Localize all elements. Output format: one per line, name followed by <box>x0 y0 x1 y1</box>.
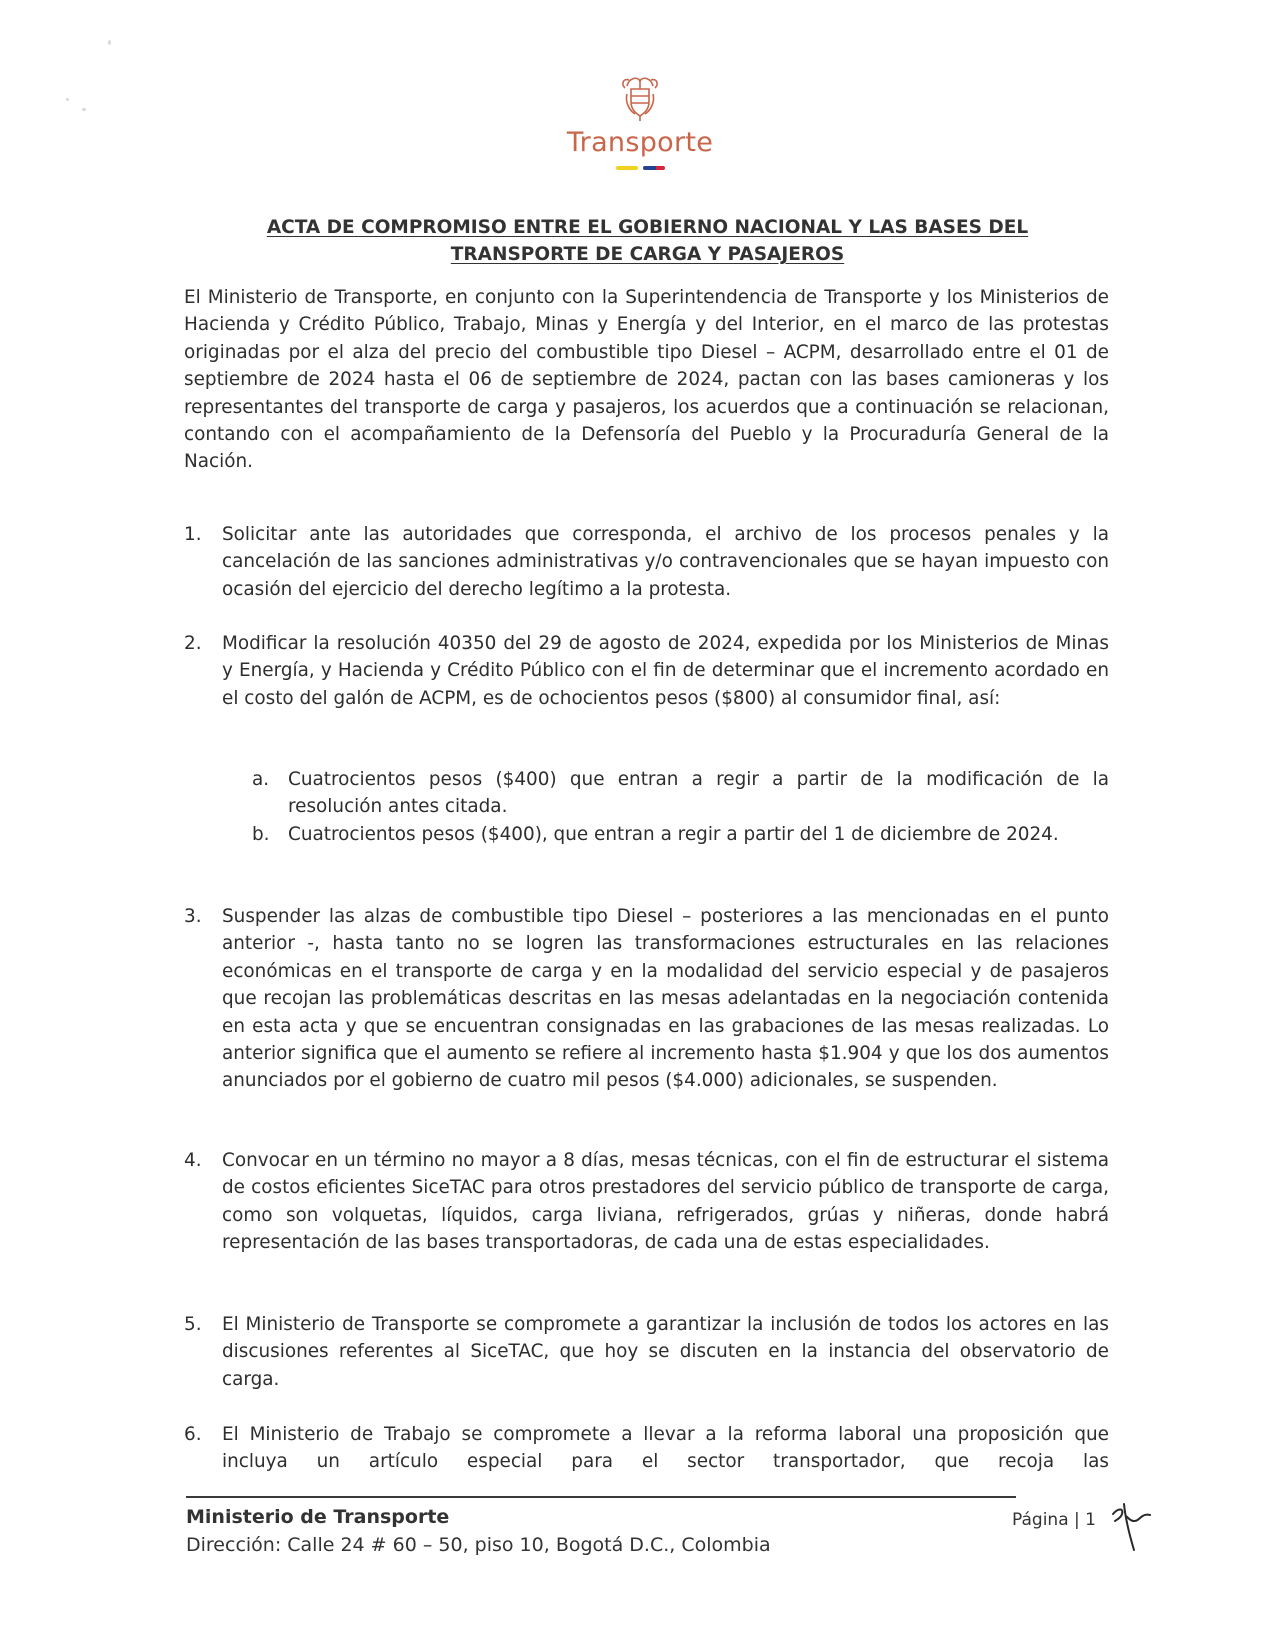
item-text: Suspender las alzas de combustible tipo Diesel – posteriores a las mencionadas en el punto anterior -, hasta tanto no se logren las transformaciones estructurales en las relaciones económicas en el transporte de carga y en la modalidad del servicio especial y de pasajeros que recojan las problemáticas descritas en las mesas adelantadas en la negociación contenida en esta acta y que se encuentran consignadas en las grabaciones de las mesas realizadas. Lo anterior significa que el aumento se refiere al incremento hasta $1.904 y que los dos aumentos anunciados por el gobierno de cuatro mil pesos ($4.000) adicionales, se suspenden. <box>222 906 1109 1092</box>
flag-blue-red-bar <box>643 166 665 170</box>
agreement-item-1 <box>184 521 1109 603</box>
document-title <box>186 214 1109 268</box>
item-number: 5. <box>184 1314 202 1335</box>
agreement-item-2 <box>184 630 1109 712</box>
subitem-text: Cuatrocientos pesos ($400), que entran a regir a partir del 1 de diciembre de 2024. <box>288 824 1059 845</box>
item-text: Convocar en un término no mayor a 8 días, mesas técnicas, con el fin de estructurar el sistema de costos eficientes SiceTAC para otros prestadores del servicio público de transporte de carga, como son volquetas, líquidos, carga liviana, refrigerados, grúas y niñeras, donde habrá representación de las bases transportadoras, de cada una de estas especialidades. <box>222 1150 1109 1254</box>
page-number: Página | 1 <box>1012 1510 1096 1530</box>
scan-artifact <box>108 40 111 45</box>
subitem-letter: b. <box>252 824 270 845</box>
flag-bars <box>560 166 720 170</box>
flag-yellow-bar <box>616 166 638 170</box>
item-number: 1. <box>184 524 202 545</box>
item-text: El Ministerio de Transporte se compromete a garantizar la inclusión de todos los actores en las discusiones referentes al SiceTAC, que hoy se discuten en la instancia del observatorio de carga. <box>222 1314 1109 1390</box>
item-number: 2. <box>184 633 202 654</box>
subitem-letter: a. <box>252 769 270 790</box>
item-text: Solicitar ante las autoridades que corresponda, el archivo de los procesos penales y la cancelación de las sanciones administrativas y/o contravencionales que se hayan impuesto con ocasión del ejercicio del derecho legítimo a la protesta. <box>222 524 1109 600</box>
coat-of-arms-icon <box>615 72 665 122</box>
intro-paragraph: El Ministerio de Transporte, en conjunto con la Superintendencia de Transporte y los Ministerios de Hacienda y Crédito Público, Trabajo, Minas y Energía y del Interior, en el marco de las protestas originadas por el alza del precio del combustible tipo Diesel – ACPM, desarrollado entre el 01 de septiembre de 2024 hasta el 06 de septiembre de 2024, pactan con las bases camioneras y los representantes del transporte de carga y pasajeros, los acuerdos que a continuación se relacionan, contando con el acompañamiento de la Defensoría del Pueblo y la Procuraduría General de la Nación. <box>184 287 1109 473</box>
agreement-item-6 <box>184 1421 1109 1476</box>
item-text: Modificar la resolución 40350 del 29 de agosto de 2024, expedida por los Ministerios de Minas y Energía, y Hacienda y Crédito Público con el fin de determinar que el incremento acordado en el costo del galón de ACPM, es de ochocientos pesos ($800) al consumidor final, así: <box>222 633 1109 709</box>
footer-address: Dirección: Calle 24 # 60 – 50, piso 10, Bogotá D.C., Colombia <box>186 1534 771 1556</box>
title-line-2: TRANSPORTE DE CARGA Y PASAJEROS <box>450 244 845 265</box>
item-text: El Ministerio de Trabajo se compromete a llevar a la reforma laboral una proposición que incluya un artículo especial para el sector transportador, que recoja las <box>222 1424 1109 1473</box>
item-number: 3. <box>184 906 202 927</box>
subitem-text: Cuatrocientos pesos ($400) que entran a regir a partir de la modificación de la resolución antes citada. <box>288 769 1109 818</box>
agreement-item-5 <box>184 1311 1109 1393</box>
handwritten-initials-icon <box>1110 1500 1160 1559</box>
scan-artifact <box>82 108 86 111</box>
item-number: 4. <box>184 1150 202 1171</box>
logo-text: Transporte <box>566 127 714 158</box>
footer-divider <box>186 1496 1016 1498</box>
title-line-1: ACTA DE COMPROMISO ENTRE EL GOBIERNO NACIONAL Y LAS BASES DEL <box>266 217 1029 238</box>
footer-organization: Ministerio de Transporte <box>186 1506 450 1528</box>
agreement-subitem-b <box>252 821 1109 848</box>
item-number: 6. <box>184 1424 202 1445</box>
ministry-logo <box>560 72 720 170</box>
agreement-item-3 <box>184 903 1109 1095</box>
scan-artifact <box>66 98 69 101</box>
agreement-subitem-a <box>252 766 1109 821</box>
agreement-item-4 <box>184 1147 1109 1257</box>
